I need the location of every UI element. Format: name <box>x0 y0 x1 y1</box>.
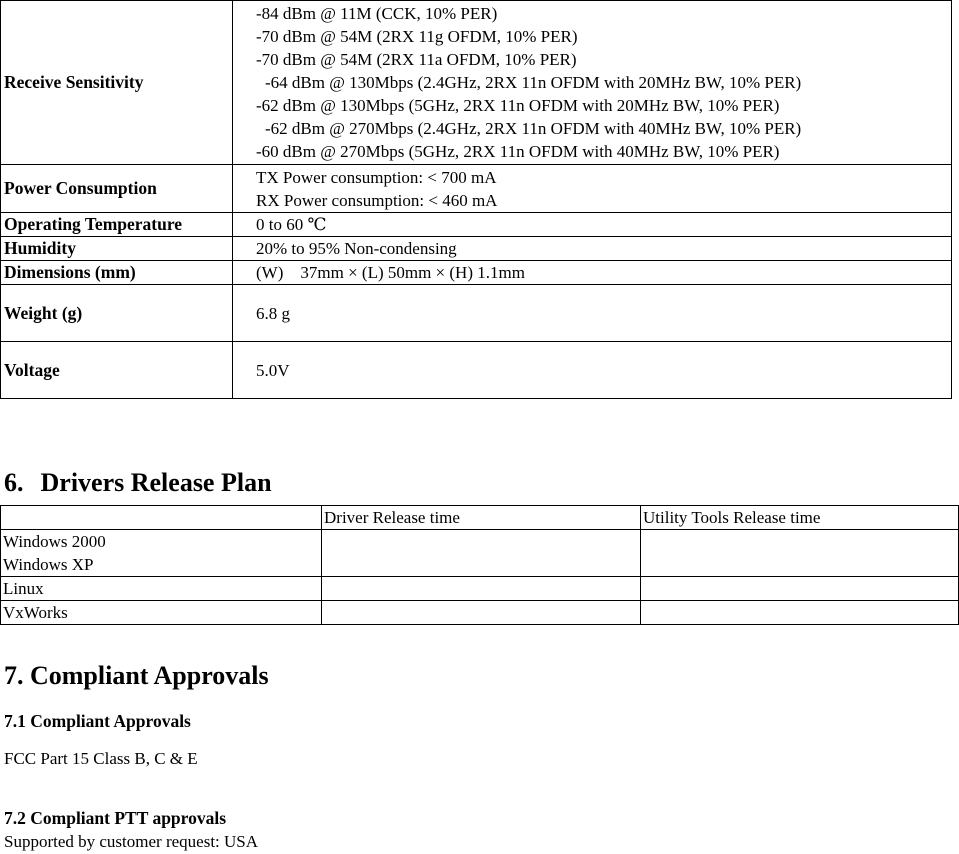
row-weight <box>1 285 952 342</box>
section-7-heading: 7. Compliant Approvals <box>4 661 269 690</box>
os-cell <box>1 601 322 625</box>
row-operating-temperature <box>1 213 952 237</box>
subsection-7-2-text: Supported by customer request: USA <box>4 832 259 851</box>
rx-line: -70 dBm @ 54M (2RX 11g OFDM, 10% PER) <box>256 27 578 46</box>
power-consumption-value <box>233 165 952 213</box>
rx-line: -70 dBm @ 54M (2RX 11a OFDM, 10% PER) <box>256 50 577 69</box>
receive-sensitivity-label: Receive Sensitivity <box>1 1 233 165</box>
rx-line: -62 dBm @ 270Mbps (2.4GHz, 2RX 11n OFDM with 40MHz BW, 10% PER) <box>265 119 802 138</box>
section-6-heading <box>4 468 272 498</box>
rx-line: -64 dBm @ 130Mbps (2.4GHz, 2RX 11n OFDM with 20MHz BW, 10% PER) <box>265 73 802 92</box>
section-6-number: 6. <box>4 468 24 497</box>
humidity-label: Humidity <box>1 237 233 261</box>
power-consumption-label: Power Consumption <box>1 165 233 213</box>
spec-table <box>0 0 952 399</box>
header-os <box>1 506 322 530</box>
drivers-header-row <box>1 506 959 530</box>
header-utility-release: Utility Tools Release time <box>641 506 959 530</box>
rx-line: -62 dBm @ 130Mbps (5GHz, 2RX 11n OFDM with 20MHz BW, 10% PER) <box>256 96 780 115</box>
utility-release-cell <box>641 577 959 601</box>
rx-line: -84 dBm @ 11M (CCK, 10% PER) <box>256 4 498 23</box>
voltage-value: 5.0V <box>233 342 952 399</box>
os-name: Linux <box>3 579 44 598</box>
os-cell <box>1 530 322 577</box>
driver-release-cell <box>322 530 641 577</box>
section-6-title: Drivers Release Plan <box>40 468 272 497</box>
header-driver-release: Driver Release time <box>322 506 641 530</box>
power-line: TX Power consumption: < 700 mA <box>256 167 497 187</box>
os-name: Windows 2000 <box>3 532 106 551</box>
table-row <box>1 530 959 577</box>
table-row <box>1 601 959 625</box>
drivers-release-table <box>0 505 959 625</box>
subsection-7-1-text: FCC Part 15 Class B, C & E <box>4 749 198 768</box>
row-receive-sensitivity <box>1 1 952 165</box>
row-humidity <box>1 237 952 261</box>
receive-sensitivity-value <box>233 1 952 165</box>
driver-release-cell <box>322 601 641 625</box>
table-row <box>1 577 959 601</box>
rx-line: -60 dBm @ 270Mbps (5GHz, 2RX 11n OFDM with 40MHz BW, 10% PER) <box>256 142 780 161</box>
humidity-value: 20% to 95% Non-condensing <box>233 237 952 261</box>
weight-label: Weight (g) <box>1 285 233 342</box>
driver-release-cell <box>322 577 641 601</box>
os-cell <box>1 577 322 601</box>
power-line: RX Power consumption: < 460 mA <box>256 190 498 210</box>
os-name: VxWorks <box>3 603 68 622</box>
dimensions-label: Dimensions (mm) <box>1 261 233 285</box>
utility-release-cell <box>641 601 959 625</box>
dimensions-value: (W) 37mm × (L) 50mm × (H) 1.1mm <box>233 261 952 285</box>
subsection-7-1-title: 7.1 Compliant Approvals <box>4 711 191 731</box>
operating-temperature-value: 0 to 60 ℃ <box>233 213 952 237</box>
row-power-consumption <box>1 165 952 213</box>
subsection-7-2-title: 7.2 Compliant PTT approvals <box>4 808 227 828</box>
voltage-label: Voltage <box>1 342 233 399</box>
utility-release-cell <box>641 530 959 577</box>
weight-value: 6.8 g <box>233 285 952 342</box>
row-dimensions <box>1 261 952 285</box>
operating-temperature-label: Operating Temperature <box>1 213 233 237</box>
os-name: Windows XP <box>3 555 94 574</box>
row-voltage <box>1 342 952 399</box>
